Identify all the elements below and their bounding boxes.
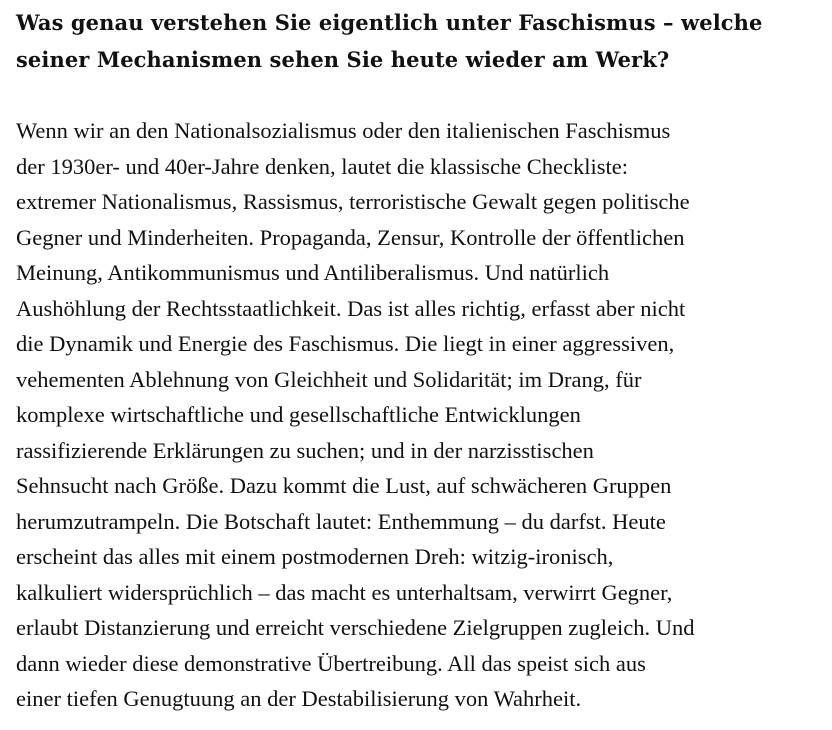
answer-line: Sehnsucht nach Größe. Dazu kommt die Lust, auf schwächeren Gruppen	[16, 473, 672, 498]
answer-line: dann wieder diese demonstrative Übertreibung. All das speist sich aus	[16, 650, 646, 676]
answer-line: Meinung, Antikommunismus und Antiliberalismus. Und natürlich	[16, 260, 610, 285]
answer-line: einer tiefen Genugtuung an der Destabilisierung von Wahrheit.	[16, 686, 582, 711]
answer-line: Aushöhlung der Rechtsstaatlichkeit. Das ist alles richtig, erfasst aber nicht	[16, 295, 686, 321]
answer-line: komplexe wirtschaftliche und gesellschaftliche Entwicklungen	[16, 402, 581, 427]
interview-answer	[16, 113, 816, 717]
answer-line: herumzutrampeln. Die Botschaft lautet: Enthemmung – du darfst. Heute	[16, 508, 666, 534]
interview-question: Was genau verstehen Sie eigentlich unter Faschismus – welche seiner Mechanismen sehen Sie heute wieder am Werk?	[16, 10, 763, 72]
answer-line: Wenn wir an den Nationalsozialismus oder den italienischen Faschismus	[16, 118, 671, 143]
answer-line: die Dynamik und Energie des Faschismus. Die liegt in einer aggressiven,	[16, 331, 675, 356]
answer-line: extremer Nationalismus, Rassismus, terroristische Gewalt gegen politische	[16, 189, 690, 214]
article	[16, 0, 816, 717]
answer-line: der 1930er- und 40er-Jahre denken, lautet die klassische Checkliste:	[16, 153, 629, 179]
answer-line: erscheint das alles mit einem postmodernen Dreh: witzig-ironisch,	[16, 544, 614, 569]
answer-line: Gegner und Minderheiten. Propaganda, Zensur, Kontrolle der öffentlichen	[16, 224, 685, 250]
answer-line: erlaubt Distanzierung und erreicht verschiedene Zielgruppen zugleich. Und	[16, 615, 695, 640]
answer-line: vehementen Ablehnung von Gleichheit und Solidarität; im Drang, für	[16, 366, 642, 392]
answer-line: rassifizierende Erklärungen zu suchen; und in der narzisstischen	[16, 437, 594, 463]
answer-line: kalkuliert widersprüchlich – das macht es unterhaltsam, verwirrt Gegner,	[16, 579, 673, 605]
